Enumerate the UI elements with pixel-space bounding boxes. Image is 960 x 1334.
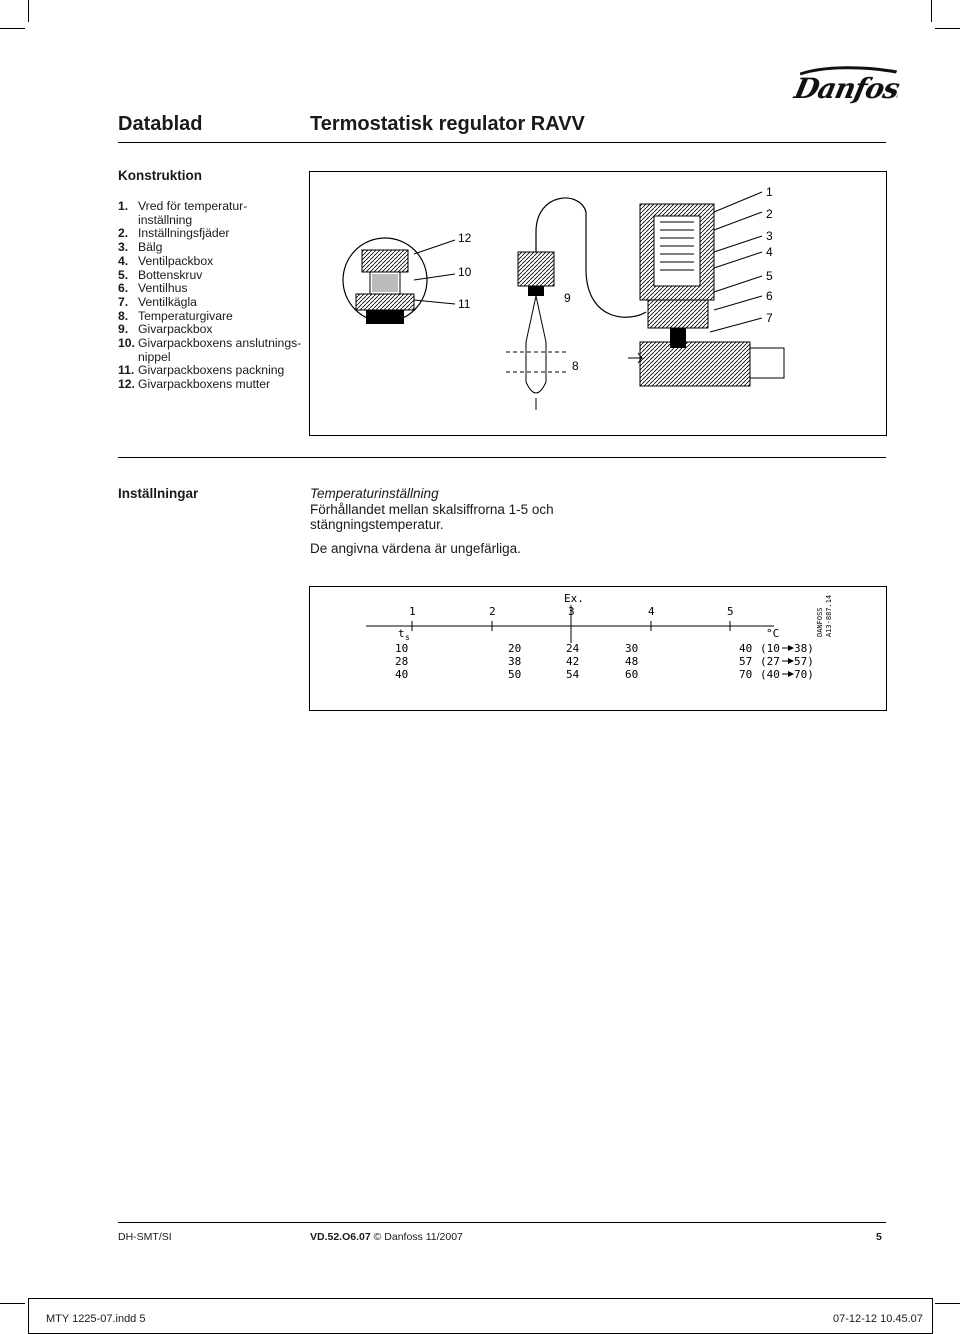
danfoss-logo: [785, 62, 904, 106]
footer-code: VD.52.O6.07: [310, 1231, 371, 1243]
scale-figure: [309, 586, 887, 711]
scale-mark-1: 1: [409, 605, 416, 618]
parts-item-number: 4.: [118, 253, 129, 268]
page-number: 5: [876, 1231, 882, 1243]
col5-r3: 70: [739, 668, 753, 681]
fig-label-1: 1: [766, 185, 773, 199]
scale-mark-5: 5: [727, 605, 734, 618]
fig-label-6: 6: [766, 289, 773, 303]
parts-item-text: Givarpackboxens anslutnings-: [138, 336, 302, 351]
parts-list-item: [118, 323, 308, 337]
parts-item-text: Ventilkägla: [138, 294, 197, 309]
col5-r2: 57: [739, 655, 753, 668]
settings-line1: Förhållandet mellan skalsiffrorna 1-5 och: [310, 501, 554, 517]
parts-list-item: [118, 241, 308, 255]
scale-table: [310, 587, 886, 710]
parts-item-number: 12.: [118, 377, 135, 392]
settings-subtitle: Temperaturinställning: [310, 486, 439, 501]
col3-r1: 24: [566, 642, 580, 655]
unit-label: °C: [766, 627, 780, 640]
parts-item-number: 9.: [118, 322, 129, 337]
parts-item-text: Temperaturgivare: [138, 308, 233, 323]
footer-center: [310, 1231, 463, 1243]
crop-mark: [935, 28, 960, 29]
parts-item-text: Ventilpackbox: [138, 253, 214, 268]
fig-label-2: 2: [766, 207, 773, 221]
fig-label-5: 5: [766, 269, 773, 283]
settings-rule: [118, 457, 886, 458]
col2-r2: 38: [508, 655, 522, 668]
col3-r3: 54: [566, 668, 580, 681]
sensor-gland-drawing: [343, 238, 455, 324]
scale-mark-3: 3: [568, 605, 575, 618]
construction-figure: [309, 171, 887, 436]
svg-text:(40: (40: [760, 668, 780, 681]
fig-label-10: 10: [458, 265, 472, 279]
fig-label-8: 8: [572, 359, 579, 373]
footer-rule: [118, 1222, 886, 1223]
scale-mark-2: 2: [489, 605, 496, 618]
parts-item-text: nippel: [138, 349, 171, 364]
valve-body-drawing: [628, 192, 784, 386]
parts-item-number: 1.: [118, 199, 129, 213]
footer-left: DH-SMT/SI: [118, 1231, 172, 1243]
parts-item-text: Givarpackbox: [138, 322, 213, 337]
parts-item-number: 2.: [118, 226, 129, 241]
parts-item-text: Inställningsfjäder: [138, 226, 230, 241]
ts-sub: s: [405, 633, 410, 642]
parts-list-item: [118, 214, 308, 228]
col1-r3: 40: [395, 668, 409, 681]
svg-text:70): 70): [794, 668, 814, 681]
product-title: Termostatisk regulator RAVV: [310, 113, 585, 135]
col4-r3: 60: [625, 668, 639, 681]
header-rule: [118, 142, 886, 143]
col1-r2: 28: [395, 655, 409, 668]
col3-r2: 42: [566, 655, 580, 668]
parts-item-number: 6.: [118, 281, 129, 296]
parts-item-number: 7.: [118, 294, 129, 309]
parts-item-text: Bottenskruv: [138, 267, 203, 282]
parts-list-item: [118, 200, 308, 214]
range-r2: [760, 655, 814, 668]
svg-text:Danfoss: Danfoss: [791, 71, 905, 105]
range-r3: [760, 668, 814, 681]
crop-mark: [28, 0, 29, 22]
drawing-stamp: [816, 595, 833, 637]
ts-label: t: [398, 627, 405, 640]
parts-list-item: [118, 378, 308, 392]
col1-r1: 10: [395, 642, 409, 655]
parts-item-number: 10.: [118, 336, 135, 351]
crop-mark: [931, 0, 932, 22]
crop-mark: [0, 28, 25, 29]
sensor-bulb-drawing: [506, 198, 646, 410]
range-r1: [760, 642, 814, 655]
ex-label: Ex.: [564, 592, 584, 605]
construction-heading: Konstruktion: [118, 168, 202, 183]
col4-r1: 30: [625, 642, 639, 655]
slug-file: MTY 1225-07.indd 5: [46, 1313, 146, 1325]
svg-text:A13-887.14: A13-887.14: [825, 594, 833, 637]
svg-text:(10: (10: [760, 642, 780, 655]
parts-list: [118, 200, 308, 392]
parts-item-text: Givarpackboxens packning: [138, 363, 285, 378]
parts-list-item: [118, 269, 308, 283]
settings-heading: Inställningar: [118, 486, 199, 501]
parts-list-item: [118, 296, 308, 310]
parts-item-text: inställning: [138, 212, 193, 227]
parts-item-number: [118, 214, 138, 228]
slug-bar: [28, 1298, 933, 1334]
parts-item-text: Vred för temperatur-: [138, 199, 248, 213]
fig-label-4: 4: [766, 245, 773, 259]
parts-item-number: 5.: [118, 267, 129, 282]
svg-text:38): 38): [794, 642, 814, 655]
parts-item-text: Givarpackboxens mutter: [138, 377, 271, 392]
settings-text: [310, 486, 610, 556]
col2-r1: 20: [508, 642, 522, 655]
svg-text:(27: (27: [760, 655, 780, 668]
parts-list-item: [118, 337, 308, 351]
parts-list-item: [118, 310, 308, 324]
col5-r1: 40: [739, 642, 753, 655]
parts-item-text: Ventilhus: [138, 281, 188, 296]
parts-list-item: [118, 227, 308, 241]
footer-copyright: © Danfoss 11/2007: [373, 1231, 463, 1243]
doc-type-title: Datablad: [118, 113, 203, 135]
fig-label-9: 9: [564, 291, 571, 305]
parts-item-text: Bälg: [138, 240, 163, 255]
fig-label-7: 7: [766, 311, 773, 325]
svg-text:DANFOSS: DANFOSS: [816, 607, 824, 637]
valve-cross-section: [310, 172, 886, 435]
crop-mark: [935, 1303, 960, 1304]
slug-datetime: 07-12-12 10.45.07: [833, 1313, 923, 1325]
parts-list-item: [118, 351, 308, 365]
parts-list-item: [118, 282, 308, 296]
scale-mark-4: 4: [648, 605, 655, 618]
crop-mark: [0, 1303, 25, 1304]
parts-item-number: 3.: [118, 240, 129, 255]
col2-r3: 50: [508, 668, 522, 681]
fig-label-12: 12: [458, 231, 472, 245]
parts-list-item: [118, 255, 308, 269]
settings-line2: stängningstemperatur.: [310, 517, 444, 532]
settings-note: De angivna värdena är ungefärliga.: [310, 540, 521, 556]
col4-r2: 48: [625, 655, 639, 668]
svg-text:57): 57): [794, 655, 814, 668]
fig-label-3: 3: [766, 229, 773, 243]
parts-item-number: 8.: [118, 308, 129, 323]
parts-item-number: [118, 351, 138, 365]
fig-label-11: 11: [458, 297, 471, 311]
parts-list-item: [118, 364, 308, 378]
parts-item-number: 11.: [118, 363, 135, 378]
